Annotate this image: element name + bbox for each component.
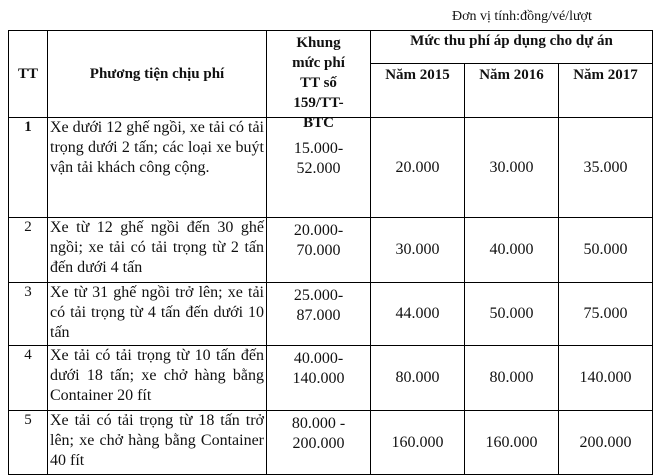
header-fee-frame-line: Khung bbox=[296, 35, 341, 51]
vehicle-description: Xe tải có tải trọng từ 10 tấn đến dưới 18 tấn; xe chở hàng bằng Container 20 fít bbox=[48, 346, 267, 411]
fee-frame-max: 70.000 bbox=[296, 242, 341, 259]
fee-frame-min: 40.000- bbox=[293, 350, 344, 367]
table-row bbox=[9, 346, 653, 411]
row-number: 2 bbox=[9, 218, 48, 283]
fee-2017: 50.000 bbox=[559, 218, 653, 283]
row-number: 4 bbox=[9, 346, 48, 411]
header-fee-frame-line: TT số bbox=[300, 75, 337, 91]
fee-2015: 20.000 bbox=[371, 118, 465, 218]
fee-2017: 200.000 bbox=[559, 411, 653, 475]
fee-frame-min: 80.000 - bbox=[291, 415, 346, 432]
fee-2017: 75.000 bbox=[559, 283, 653, 346]
fee-frame-max: 52.000 bbox=[296, 160, 341, 177]
header-row bbox=[9, 31, 653, 64]
vehicle-description: Xe từ 31 ghế ngồi trở lên; xe tải có tải trọng từ 4 tấn đến dưới 10 tấn bbox=[48, 283, 267, 346]
vehicle-description: Xe dưới 12 ghế ngồi, xe tải có tải trọng dưới 2 tấn; các loại xe buýt vận tải khách công cộng. bbox=[48, 118, 267, 218]
unit-note: Đơn vị tính:đồng/vé/lượt bbox=[452, 9, 592, 24]
fee-2015: 30.000 bbox=[371, 218, 465, 283]
header-fee-frame bbox=[267, 31, 371, 131]
fee-frame bbox=[267, 346, 371, 411]
fee-2015: 44.000 bbox=[371, 283, 465, 346]
row-number: 3 bbox=[9, 283, 48, 346]
fee-2016: 40.000 bbox=[465, 218, 559, 283]
fee-frame-max: 140.000 bbox=[292, 370, 345, 387]
fee-2016: 80.000 bbox=[465, 346, 559, 411]
vehicle-description: Xe từ 12 ghế ngồi đến 30 ghế ngồi; xe tải có tải trọng từ 2 tấn đến dưới 4 tấn bbox=[48, 218, 267, 283]
fee-frame bbox=[267, 218, 371, 283]
header-tt: TT bbox=[9, 31, 48, 118]
table-row bbox=[9, 411, 653, 475]
fee-2016: 160.000 bbox=[465, 411, 559, 475]
fee-frame bbox=[267, 283, 371, 346]
fee-2015: 80.000 bbox=[371, 346, 465, 411]
toll-fee-table bbox=[8, 30, 653, 475]
fee-2017: 140.000 bbox=[559, 346, 653, 411]
fee-2016: 50.000 bbox=[465, 283, 559, 346]
fee-2017: 35.000 bbox=[559, 118, 653, 218]
fee-frame-min: 25.000- bbox=[293, 287, 344, 304]
header-fee-frame-line: 159/TT- bbox=[293, 95, 344, 111]
header-applied-fee-group: Mức thu phí áp dụng cho dự án bbox=[371, 31, 653, 64]
table-row bbox=[9, 283, 653, 346]
header-year-2017: Năm 2017 bbox=[559, 64, 653, 118]
fee-frame-max: 200.000 bbox=[292, 435, 345, 452]
fee-frame-min: 20.000- bbox=[293, 222, 344, 239]
header-vehicle: Phương tiện chịu phí bbox=[48, 31, 267, 118]
row-number: 5 bbox=[9, 411, 48, 475]
table-row bbox=[9, 218, 653, 283]
fee-frame-min: 15.000- bbox=[293, 140, 344, 157]
vehicle-description: Xe tải có tải trọng từ 18 tấn trở lên; xe chở hàng bằng Container 40 fít bbox=[48, 411, 267, 475]
fee-2016: 30.000 bbox=[465, 118, 559, 218]
header-fee-frame-line: mức phí bbox=[292, 55, 345, 71]
row-number: 1 bbox=[9, 118, 48, 218]
fee-frame-max: 87.000 bbox=[296, 307, 341, 324]
header-year-2016: Năm 2016 bbox=[465, 64, 559, 118]
header-year-2015: Năm 2015 bbox=[371, 64, 465, 118]
fee-frame bbox=[267, 411, 371, 475]
fee-2015: 160.000 bbox=[371, 411, 465, 475]
header-fee-frame-line: BTC bbox=[303, 115, 334, 131]
